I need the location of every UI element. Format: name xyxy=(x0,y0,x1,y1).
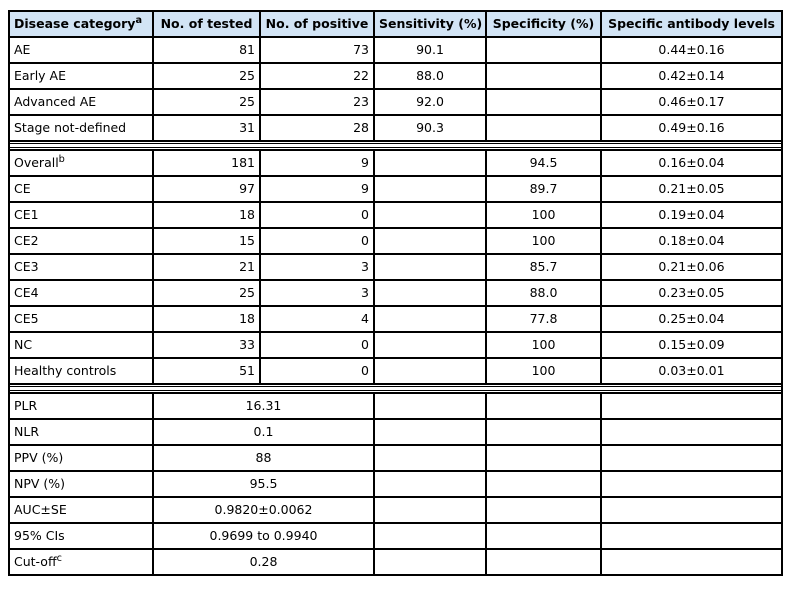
header-row xyxy=(9,11,782,37)
cell-antibody-level xyxy=(601,471,782,497)
cell-specificity: 89.7 xyxy=(486,176,601,202)
table-row xyxy=(9,445,782,471)
cell-disease-category: AE xyxy=(9,37,153,63)
cell-specificity xyxy=(486,63,601,89)
cell-disease-category: Early AE xyxy=(9,63,153,89)
table-row xyxy=(9,89,782,115)
cell-antibody-level xyxy=(601,523,782,549)
table-row xyxy=(9,228,782,254)
section-separator-rule xyxy=(9,141,782,150)
cell-sensitivity xyxy=(374,202,486,228)
col-header-sensitivity: Sensitivity (%) xyxy=(374,11,486,37)
col-header-specificity: Specificity (%) xyxy=(486,11,601,37)
col-header-no-positive: No. of positive xyxy=(260,11,374,37)
cell-specificity xyxy=(486,549,601,575)
cell-sensitivity xyxy=(374,254,486,280)
cell-specificity: 94.5 xyxy=(486,150,601,176)
cell-sensitivity xyxy=(374,176,486,202)
cell-antibody-level: 0.44±0.16 xyxy=(601,37,782,63)
table-row xyxy=(9,549,782,575)
cell-no-tested: 81 xyxy=(153,37,260,63)
cell-stat-value: 0.9699 to 0.9940 xyxy=(153,523,374,549)
cell-disease-category: Overall$^b$ xyxy=(9,150,153,176)
cell-sensitivity: 92.0 xyxy=(374,89,486,115)
cell-disease-category: CE xyxy=(9,176,153,202)
cell-no-tested: 21 xyxy=(153,254,260,280)
footnote-marker-a: a xyxy=(135,14,143,26)
section-separator xyxy=(9,384,782,393)
table-row xyxy=(9,332,782,358)
cell-specificity: 85.7 xyxy=(486,254,601,280)
cell-sensitivity: 90.1 xyxy=(374,37,486,63)
cell-specificity xyxy=(486,445,601,471)
table-row xyxy=(9,63,782,89)
cell-sensitivity xyxy=(374,150,486,176)
cell-antibody-level xyxy=(601,393,782,419)
cell-disease-category: 95% CIs xyxy=(9,523,153,549)
cell-antibody-level: 0.42±0.14 xyxy=(601,63,782,89)
col-header-antibody-levels: Specific antibody levels xyxy=(601,11,782,37)
table-row xyxy=(9,254,782,280)
footnote-marker-b: b xyxy=(58,153,65,165)
cell-disease-category: NPV (%) xyxy=(9,471,153,497)
cell-specificity: 100 xyxy=(486,228,601,254)
table-row xyxy=(9,202,782,228)
cell-sensitivity xyxy=(374,497,486,523)
table-row xyxy=(9,306,782,332)
cell-no-positive: 3 xyxy=(260,254,374,280)
cell-sensitivity xyxy=(374,445,486,471)
table-row xyxy=(9,419,782,445)
cell-antibody-level: 0.21±0.06 xyxy=(601,254,782,280)
cell-no-tested: 18 xyxy=(153,306,260,332)
cell-antibody-level: 0.21±0.05 xyxy=(601,176,782,202)
cell-sensitivity xyxy=(374,280,486,306)
cell-disease-category: Healthy controls xyxy=(9,358,153,384)
diagnostic-results-table xyxy=(8,10,783,576)
cell-specificity xyxy=(486,115,601,141)
cell-no-tested: 33 xyxy=(153,332,260,358)
table-row xyxy=(9,358,782,384)
cell-no-tested: 25 xyxy=(153,89,260,115)
cell-stat-value: 0.1 xyxy=(153,419,374,445)
cell-disease-category: PLR xyxy=(9,393,153,419)
cell-sensitivity xyxy=(374,549,486,575)
cell-no-positive: 0 xyxy=(260,358,374,384)
cell-no-positive: 0 xyxy=(260,332,374,358)
cell-stat-value: 88 xyxy=(153,445,374,471)
cell-antibody-level: 0.23±0.05 xyxy=(601,280,782,306)
cell-no-positive: 4 xyxy=(260,306,374,332)
cell-antibody-level xyxy=(601,445,782,471)
cell-no-positive: 23 xyxy=(260,89,374,115)
cell-specificity xyxy=(486,523,601,549)
cell-disease-category: CE2 xyxy=(9,228,153,254)
cell-no-positive: 22 xyxy=(260,63,374,89)
cell-no-positive: 28 xyxy=(260,115,374,141)
table-row xyxy=(9,115,782,141)
cell-stat-value: 0.9820±0.0062 xyxy=(153,497,374,523)
cell-antibody-level: 0.46±0.17 xyxy=(601,89,782,115)
cell-stat-value: 16.31 xyxy=(153,393,374,419)
cell-no-tested: 51 xyxy=(153,358,260,384)
cell-no-positive: 73 xyxy=(260,37,374,63)
cell-no-tested: 25 xyxy=(153,280,260,306)
cell-no-positive: 9 xyxy=(260,150,374,176)
table-row xyxy=(9,393,782,419)
cell-antibody-level: 0.03±0.01 xyxy=(601,358,782,384)
cell-disease-category: PPV (%) xyxy=(9,445,153,471)
cell-disease-category: Cut-off$^c$ xyxy=(9,549,153,575)
cell-no-positive: 3 xyxy=(260,280,374,306)
cell-no-tested: 31 xyxy=(153,115,260,141)
cell-specificity xyxy=(486,89,601,115)
cell-stat-value: 95.5 xyxy=(153,471,374,497)
cell-disease-category: CE1 xyxy=(9,202,153,228)
cell-sensitivity xyxy=(374,306,486,332)
col-header-no-tested: No. of tested xyxy=(153,11,260,37)
cell-antibody-level xyxy=(601,497,782,523)
cell-specificity: 100 xyxy=(486,358,601,384)
col-header-disease-category xyxy=(9,11,153,37)
cell-disease-category: AUC±SE xyxy=(9,497,153,523)
table-row xyxy=(9,150,782,176)
cell-no-tested: 97 xyxy=(153,176,260,202)
cell-sensitivity xyxy=(374,523,486,549)
cell-disease-category: Stage not-defined xyxy=(9,115,153,141)
cell-specificity xyxy=(486,419,601,445)
cell-disease-category: CE5 xyxy=(9,306,153,332)
cell-no-tested: 15 xyxy=(153,228,260,254)
cell-stat-value: 0.28 xyxy=(153,549,374,575)
cell-sensitivity xyxy=(374,471,486,497)
cell-specificity xyxy=(486,393,601,419)
cell-specificity xyxy=(486,471,601,497)
cell-specificity xyxy=(486,37,601,63)
cell-specificity xyxy=(486,497,601,523)
cell-antibody-level xyxy=(601,419,782,445)
col-header-disease-category-label: Disease category xyxy=(14,15,136,31)
cell-sensitivity xyxy=(374,393,486,419)
cell-no-tested: 25 xyxy=(153,63,260,89)
cell-disease-category: Advanced AE xyxy=(9,89,153,115)
cell-antibody-level: 0.19±0.04 xyxy=(601,202,782,228)
table-body xyxy=(9,37,782,575)
footnote-marker-c: c xyxy=(56,552,62,564)
cell-sensitivity: 90.3 xyxy=(374,115,486,141)
cell-specificity: 100 xyxy=(486,202,601,228)
cell-no-positive: 0 xyxy=(260,228,374,254)
section-separator xyxy=(9,141,782,150)
cell-antibody-level: 0.16±0.04 xyxy=(601,150,782,176)
cell-specificity: 88.0 xyxy=(486,280,601,306)
cell-disease-category: CE3 xyxy=(9,254,153,280)
cell-sensitivity xyxy=(374,358,486,384)
cell-antibody-level: 0.49±0.16 xyxy=(601,115,782,141)
cell-antibody-level xyxy=(601,549,782,575)
cell-sensitivity xyxy=(374,419,486,445)
cell-sensitivity xyxy=(374,332,486,358)
cell-antibody-level: 0.15±0.09 xyxy=(601,332,782,358)
section-separator-rule xyxy=(9,384,782,393)
cell-sensitivity xyxy=(374,228,486,254)
cell-no-tested: 18 xyxy=(153,202,260,228)
cell-disease-category: CE4 xyxy=(9,280,153,306)
table-row xyxy=(9,471,782,497)
table-row xyxy=(9,280,782,306)
cell-disease-category: NC xyxy=(9,332,153,358)
cell-antibody-level: 0.25±0.04 xyxy=(601,306,782,332)
table-row xyxy=(9,176,782,202)
table-row xyxy=(9,497,782,523)
cell-specificity: 77.8 xyxy=(486,306,601,332)
cell-no-positive: 9 xyxy=(260,176,374,202)
cell-sensitivity: 88.0 xyxy=(374,63,486,89)
cell-specificity: 100 xyxy=(486,332,601,358)
cell-no-positive: 0 xyxy=(260,202,374,228)
table-row xyxy=(9,523,782,549)
cell-antibody-level: 0.18±0.04 xyxy=(601,228,782,254)
cell-disease-category: NLR xyxy=(9,419,153,445)
table-row xyxy=(9,37,782,63)
cell-no-tested: 181 xyxy=(153,150,260,176)
